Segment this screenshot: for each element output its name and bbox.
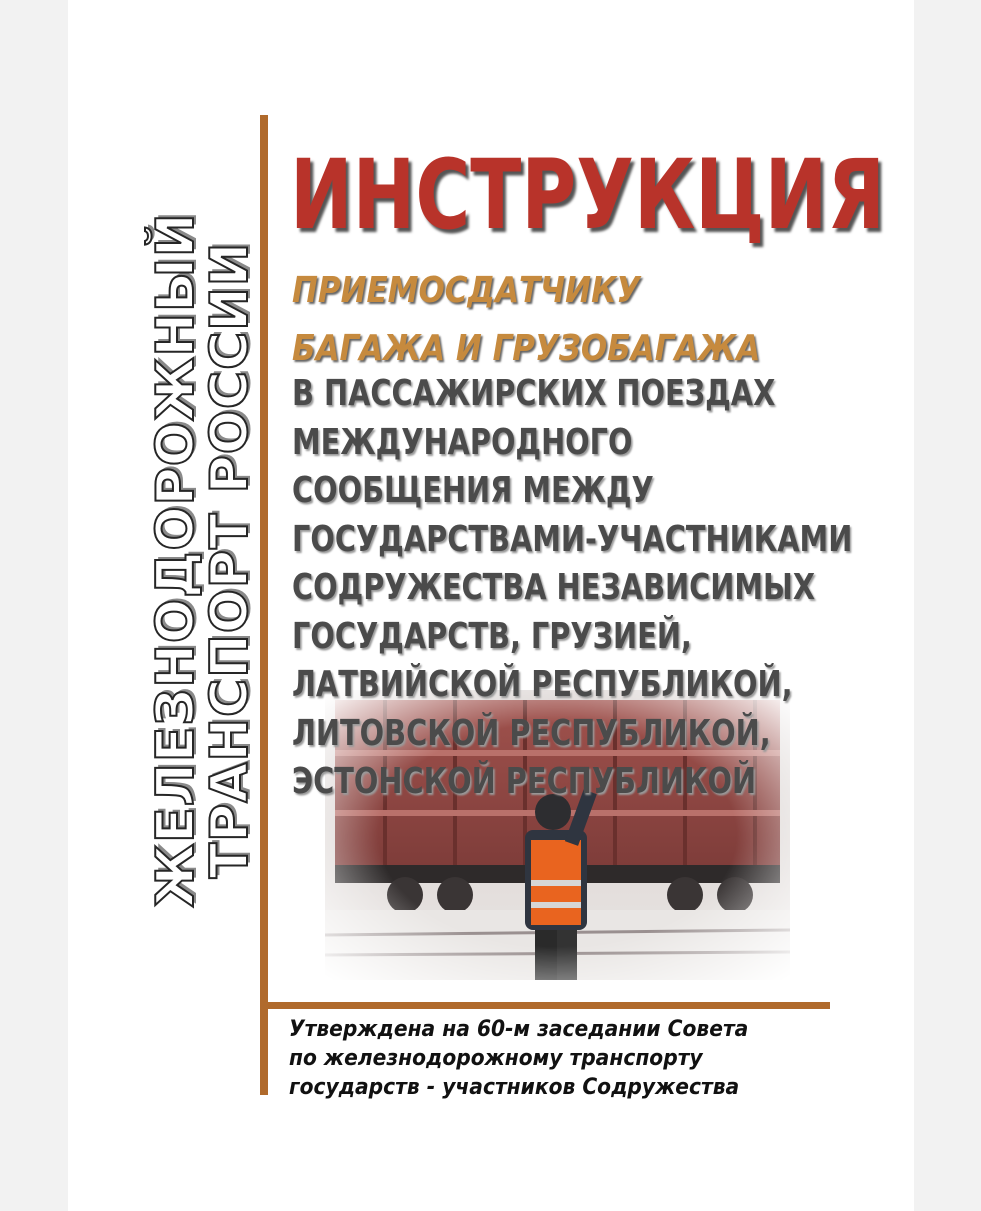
description-line: ЛИТОВСКОЙ РЕСПУБЛИКОЙ, [292, 712, 771, 754]
approval-line: по железнодорожному транспорту [289, 1046, 703, 1071]
description-line: ГОСУДАРСТВ, ГРУЗИЕЙ, [292, 615, 692, 657]
cover-description [292, 370, 852, 807]
description-line: ГОСУДАРСТВАМИ-УЧАСТНИКАМИ [292, 518, 853, 560]
description-line: В ПАССАЖИРСКИХ ПОЕЗДАХ [292, 373, 776, 414]
approval-line: Утверждена на 60-м заседании Совета [289, 1017, 749, 1042]
vertical-divider [260, 115, 268, 1095]
description-line: ЭСТОНСКОЙ РЕСПУБЛИКОЙ [292, 761, 757, 802]
cover-title: ИНСТРУКЦИЯ [290, 139, 885, 251]
horizontal-divider [260, 1002, 830, 1009]
description-line: ЛАТВИЙСКОЙ РЕСПУБЛИКОЙ, [292, 664, 793, 705]
description-line: СОДРУЖЕСТВА НЕЗАВИСИМЫХ [292, 567, 816, 608]
series-line-1: ЖЕЛЕЗНОДОРОЖНЫЙ [146, 212, 206, 908]
cover-subtitle [292, 262, 760, 378]
series-line-2: ТРАНСПОРТ РОССИИ [200, 241, 260, 879]
subtitle-line: ПРИЕМОСДАТЧИКУ [292, 270, 641, 311]
approval-note [289, 1015, 748, 1102]
subtitle-line: БАГАЖА И ГРУЗОБАГАЖА [292, 328, 761, 369]
series-vertical-banner [148, 110, 258, 1010]
description-line: СООБЩЕНИЯ МЕЖДУ [292, 470, 654, 511]
approval-line: государств - участников Содружества [289, 1075, 740, 1100]
description-line: МЕЖДУНАРОДНОГО [292, 421, 633, 463]
